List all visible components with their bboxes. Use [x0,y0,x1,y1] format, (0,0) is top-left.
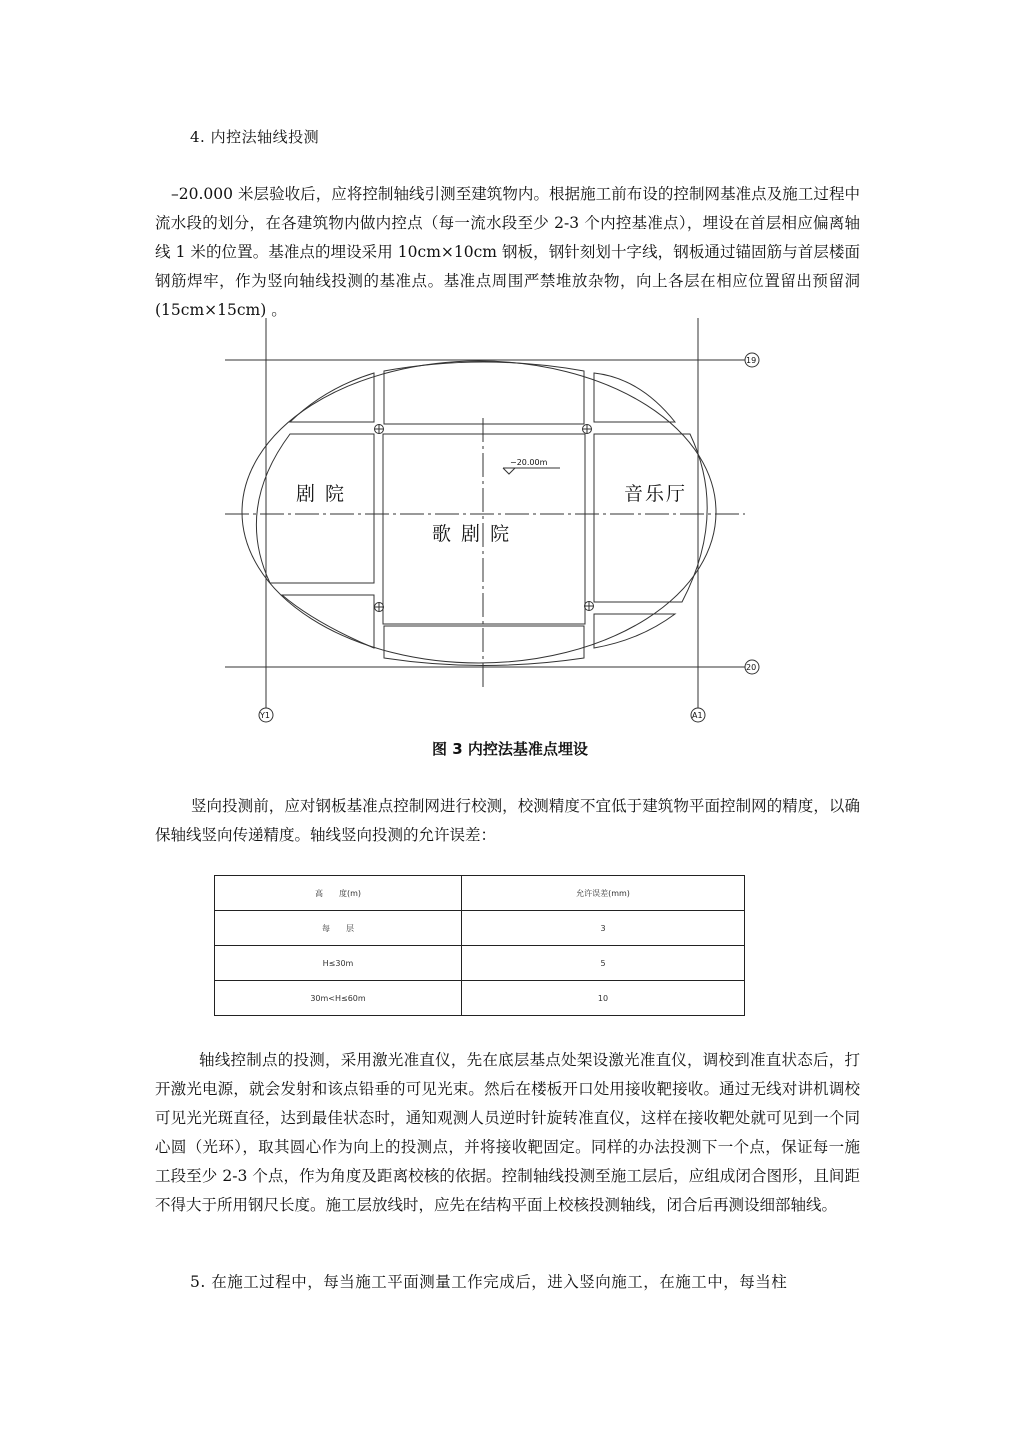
paragraph-3: 轴线控制点的投测，采用激光准直仪，先在底层基点处架设激光准直仪，调校到准直状态后，打开激光电源，就会发射和该点铅垂的可见光束。然后在楼板开口处用接收靶接收。通过无线对讲机调校可见光光斑直径，达到最佳状态时，通知观测人员逆时针旋转准直仪，这样在接收靶处就可见到一个同心圆（光环），取其圆心作为向上的投测点，并将接收靶固定。同样的办法投测下一个点，保证每一施工段至少 2-3 个点，作为角度及距离校核的依据。控制轴线投测至施工层后，应组成闭合图形，且间距不得大于所用钢尺长度。施工层放线时，应先在结构平面上校核投测轴线，闭合后再测设细部轴线。 [155,1051,860,1214]
table-header-cell: 允许误差(mm) [462,876,745,911]
section-heading-4: 4. 内控法轴线投测 [190,128,320,146]
table-cell: 10 [462,981,745,1016]
left-hall-outline [256,434,374,583]
control-point-1 [374,424,384,434]
table-cell: 30m<H≤60m [215,981,462,1016]
axis-label-y1: Y1 [260,711,270,720]
elevation-marker-triangle [503,468,515,474]
bottom-corridor [384,626,584,666]
control-point-3 [374,602,384,612]
table-cell: 5 [462,946,745,981]
section-heading-5: 5. 在施工过程中，每当施工平面测量工作完成后，进入竖向施工，在施工中，每当柱 [190,1273,788,1291]
figure-caption: 图 3 内控法基准点埋设 [432,740,588,758]
table-cell: 每 层 [215,911,462,946]
right-lower-wedge [594,614,675,648]
tolerance-table [214,875,745,1016]
paragraph-1: –20.000 米层验收后，应将控制轴线引测至建筑物内。根据施工前布设的控制网基准点及施工过程中流水段的划分，在各建筑物内做内控点（每一流水段至少 2-3 个内控基准点），埋设在首层相应偏离轴线 1 米的位置。基准点的埋设采用 10cm×10cm 钢板，钢针刻划十字线，钢板通过锚固筋与首层楼面钢筋焊牢，作为竖向轴线投测的基准点。基准点周围严禁堆放杂物，向上各层在相应位置留出预留洞(15cm×15cm) 。 [155,185,860,319]
label-opera-house: 歌 剧 院 [432,523,512,545]
table-header-row [215,876,745,911]
axis-label-20: 20 [746,663,757,672]
paragraph-2: 竖向投测前，应对钢板基准点控制网进行校测，校测精度不宜低于建筑物平面控制网的精度，以确保轴线竖向传递精度。轴线竖向投测的允许误差： [155,797,860,844]
table-cell: 3 [462,911,745,946]
table-row [215,946,745,981]
table-header-cell: 高 度(m) [215,876,462,911]
axis-label-a1: A1 [692,711,703,720]
top-corridor [384,362,584,424]
right-hall-outline [594,434,707,602]
table-row [215,981,745,1016]
label-theatre: 剧 院 [296,483,347,505]
floor-plan-diagram [220,318,780,728]
left-lower-wedge [282,595,374,648]
control-point-2 [582,424,592,434]
control-point-4 [584,601,594,611]
table-cell: H≤30m [215,946,462,981]
label-concert-hall: 音乐厅 [624,483,688,505]
axis-label-19: 19 [746,356,757,365]
table-row [215,911,745,946]
elevation-label: −20.00m [510,458,548,467]
